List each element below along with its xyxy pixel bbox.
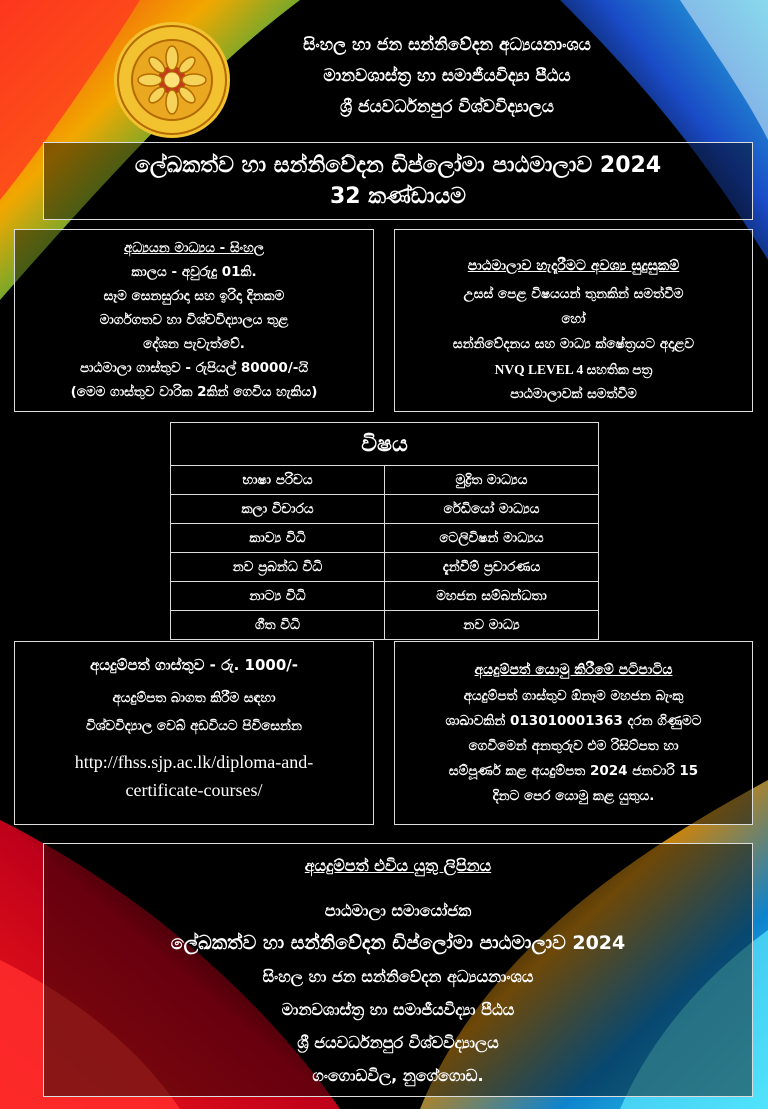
course-fee-text: පාඨමාලා ගාස්තුව - රුපියල් 80000/-යි: [79, 360, 309, 376]
table-row: [171, 495, 599, 524]
subject-cell: කලා විචාරය: [171, 495, 385, 524]
subject-cell: ටෙලිවිෂන් මාධ්‍යය: [385, 524, 599, 553]
installment-note: (මෙම ගාස්තුව වාරික 2කින් ගෙවිය හැකිය): [70, 384, 318, 400]
subject-cell: දැන්වීම් ප්‍රචාරණය: [385, 553, 599, 582]
duration-text: කාලය - අවුරුදු 01කි.: [131, 264, 257, 280]
batch-number: 32 කණ්ඩායම: [329, 184, 467, 209]
procedure-heading: අයදුම්පත් යොමු කිරීමේ පටිපාටිය: [474, 662, 673, 678]
requirement-or: හෝ: [561, 311, 586, 327]
schedule-line-2: මාර්ගගතව හා විශ්වවිද්‍යාලය තුළ: [99, 312, 289, 328]
address-line: මානවශාස්ත්‍ර හා සමාජීයවිද්‍යා පීඨය: [281, 1000, 515, 1019]
university-seal-logo: [112, 20, 232, 140]
table-row: [171, 611, 599, 640]
subject-cell: නව මාධ්‍ය: [385, 611, 599, 640]
address-heading: අයදුම්පත් එවිය යුතු ලිපිනය: [304, 856, 492, 875]
mailing-address-box: [43, 843, 753, 1097]
procedure-line-4: සම්පූර්ණ කළ අයදුම්පත 2024 ජනවාරි 15: [448, 763, 699, 779]
website-url-line-2[interactable]: certificate-courses/: [125, 780, 263, 800]
subject-cell: ගීත විධි: [171, 611, 385, 640]
course-title: ලේඛකත්ව හා සන්නිවේදන ඩිප්ලෝමා පාඨමාලාව 2024: [134, 153, 662, 178]
medium-text: අධ්‍යයන මාධ්‍යය - සිංහල: [123, 240, 265, 256]
application-fee-box: [14, 641, 374, 825]
requirement-line-2: සන්නිවේදනය සහ මාධ්‍ය ක්ෂේත්‍රයට අදාළව: [452, 336, 695, 352]
requirement-line-3: NVQ LEVEL 4 සහතික පත්‍ර: [494, 362, 653, 377]
requirement-line-4: පාඨමාලාවක් සමත්වීම: [510, 386, 637, 402]
subject-cell: භාෂා පරිචය: [171, 466, 385, 495]
schedule-line-3: දේශන පැවැත්වේ.: [143, 336, 245, 352]
procedure-line-2: ශාඛාවකින් 013010001363 දරන ගිණුමට: [445, 713, 702, 729]
procedure-line-1: අයදුම්පත් ගාස්තුව ඕනෑම මහජන බැංකු: [463, 688, 684, 704]
table-row: [171, 582, 599, 611]
address-line: සිංහල හා ජන සන්නිවේදන අධ්‍යයනාංශය: [262, 967, 534, 986]
subjects-table: [170, 422, 599, 640]
requirements-box: [394, 229, 753, 412]
address-line: ලේඛකත්ව හා සන්නිවේදන ඩිප්ලෝමා පාඨමාලාව 2024: [170, 932, 626, 954]
address-line: ශ්‍රී ජයවර්ධනපුර විශ්වවිද්‍යාලය: [297, 1033, 499, 1052]
department-name: සිංහල හා ජන සන්නිවේදන අධ්‍යයනාංශය: [303, 35, 591, 55]
procedure-line-3: ගෙවීමෙන් අනතුරුව එම රිසිට්පත හා: [468, 738, 679, 754]
subject-cell: මහජන සම්බන්ධතා: [385, 582, 599, 611]
table-row: [171, 553, 599, 582]
procedure-line-5: දිනට පෙර යොමු කළ යුතුය.: [492, 788, 655, 804]
subject-cell: මුද්‍රිත මාධ්‍යය: [385, 466, 599, 495]
subjects-heading: විෂය: [171, 423, 599, 466]
address-line: ගංගොඩවිල, නුගේගොඩ.: [312, 1066, 484, 1085]
table-row: [171, 466, 599, 495]
application-fee-heading: අයදුම්පත් ගාස්තුව - රු. 1000/-: [89, 656, 299, 674]
university-name: ශ්‍රී ජයවර්ධනපුර විශ්වවිද්‍යාලය: [339, 97, 554, 117]
university-header: [232, 30, 662, 123]
subject-cell: නාට්‍ය විධි: [171, 582, 385, 611]
requirement-line-1: උසස් පෙළ විෂයයන් තුනකින් සමත්වීම: [463, 286, 684, 302]
website-url-line-1[interactable]: http://fhss.sjp.ac.lk/diploma-and-: [74, 752, 314, 772]
download-instruction-2: විශ්වවිද්‍යාල වෙබ් අඩවියට පිවිසෙන්න: [86, 718, 302, 734]
subject-cell: රේඩියෝ මාධ්‍යය: [385, 495, 599, 524]
download-instruction-1: අයදුම්පත බාගත කිරීම සඳහා: [112, 690, 276, 706]
requirements-heading: පාඨමාලාව හැදෑරීමට අවශ්‍ය සුදුසුකම්: [467, 258, 680, 274]
schedule-line-1: සෑම සෙනසුරාදා සහ ඉරිදා දිනකම: [103, 288, 285, 304]
subject-cell: නව ප්‍රබන්ධ විධි: [171, 553, 385, 582]
submission-procedure-box: [394, 641, 753, 825]
faculty-name: මානවශාස්ත්‍ර හා සමාජීයවිද්‍යා පීඨය: [323, 66, 571, 86]
table-row: [171, 524, 599, 553]
subject-cell: කාව්‍ය විධි: [171, 524, 385, 553]
course-info-box: [14, 229, 374, 412]
course-title-box: [43, 142, 753, 220]
address-line: පාඨමාලා සමායෝජක: [324, 901, 472, 920]
